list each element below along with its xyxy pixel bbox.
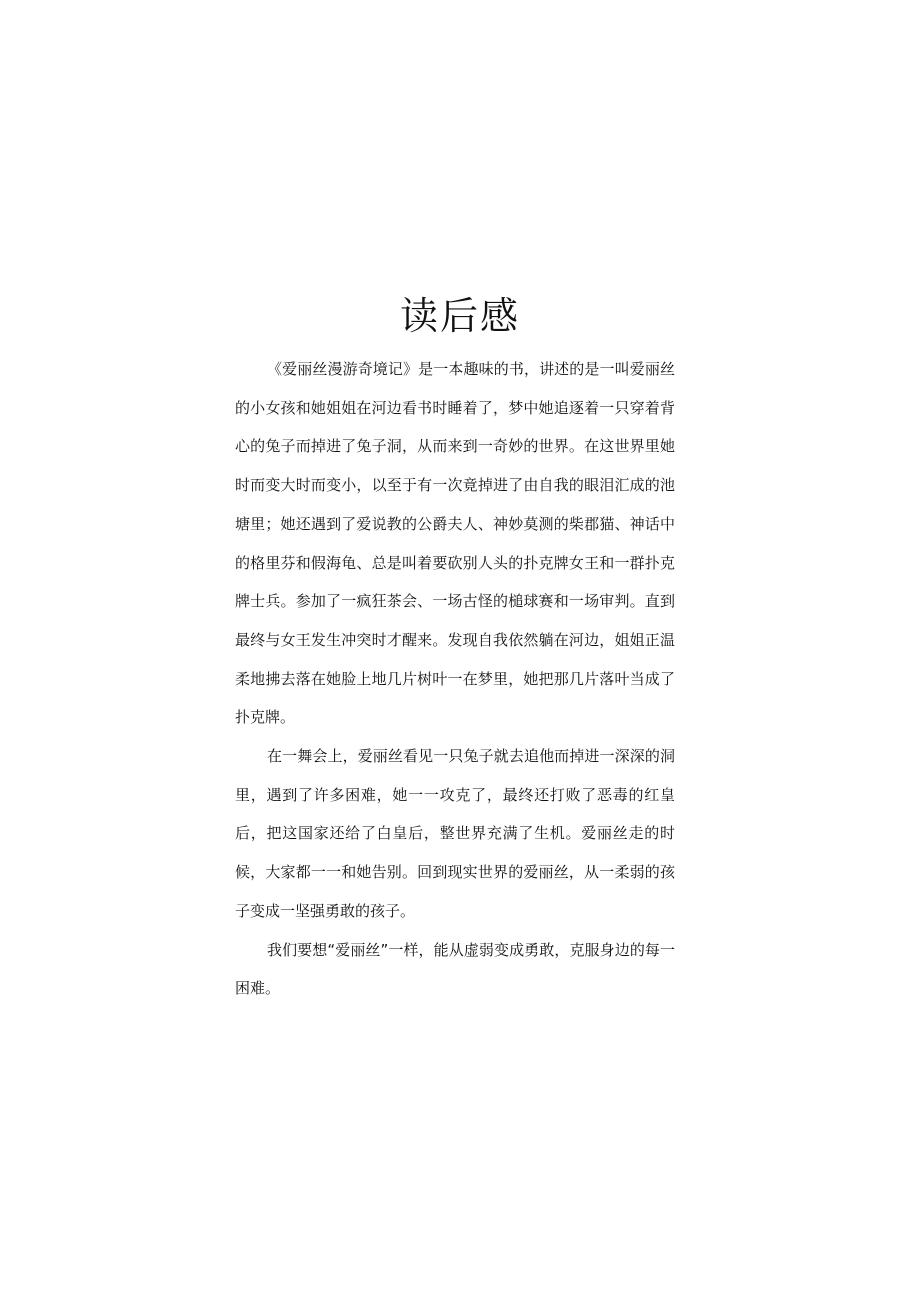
document-title: 读后感 (399, 294, 520, 338)
paragraph-1: 《爱丽丝漫游奇境记》是一本趣味的书，讲述的是一叫爱丽丝的小女孩和她姐姐在河边看书时睡着了，梦中她追逐着一只穿着背心的兔子而掉进了兔子洞，从而来到一奇妙的世界。在这世界里她时而变大时而变小，以至于有一次竟掉进了由自我的眼泪汇成的池塘里；她还遇到了爱说教的公爵夫人、神妙莫测的柴郡猫、神话中的格里芬和假海龟、总是叫着要砍别人头的扑克牌女王和一群扑克牌士兵。参加了一疯狂茶会、一场古怪的槌球赛和一场审判。直到最终与女王发生冲突时才醒来。发现自我依然躺在河边，姐姐正温柔地拂去落在她脸上地几片树叶一在梦里，她把那几片落叶当成了扑克牌。 (235, 360, 675, 727)
document-body (235, 350, 675, 1008)
paragraph-3: 我们要想“爱丽丝”一样，能从虚弱变成勇敢，克服身边的每一困难。 (235, 940, 675, 998)
paragraph-2: 在一舞会上，爱丽丝看见一只兔子就去追他而掉进一深深的洞里，遇到了许多困难，她一一攻克了，最终还打败了恶毒的红皇后，把这国家还给了白皇后，整世界充满了生机。爱丽丝走的时候，大家都一一和她告别。回到现实世界的爱丽丝，从一柔弱的孩子变成一坚强勇敢的孩子。 (235, 747, 675, 920)
